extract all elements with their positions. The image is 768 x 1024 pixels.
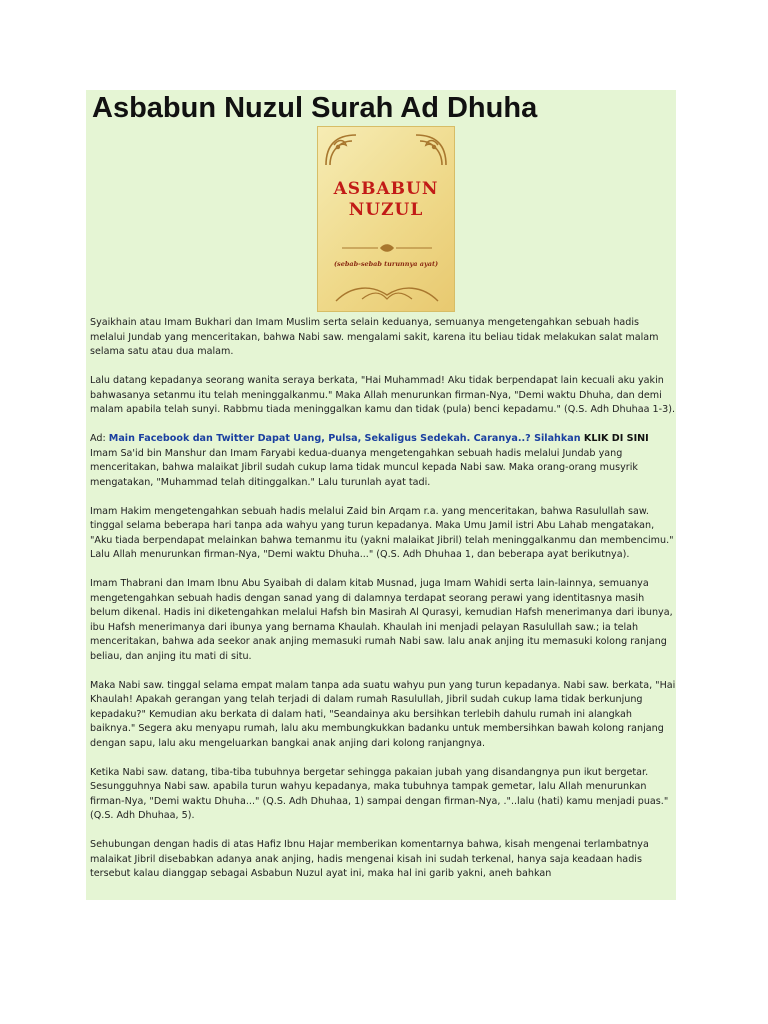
paragraph: Imam Sa'id bin Manshur dan Imam Faryabi kedua-duanya mengetengahkan sebuah hadis melalui Jundab yang menceritakan, bahwa malaikat Jibril sudah cukup lama tidak muncul kepada Nabi saw. Maka orang-orang musyrik mengatakan, "Muhammad telah ditinggalkan." Lalu turunlah ayat tadi. [90, 447, 638, 488]
paragraph: Maka Nabi saw. tinggal selama empat malam tanpa ada suatu wahyu pun yang turun kepadanya. Nabi saw. berkata, "Hai Khaulah! Apakah gerangan yang telah terjadi di dalam rumah Rasulullah, Jibril sudah cukup lama tidak berkunjung kepadaku?" Kemudian aku berkata di dalam hati, "Seandainya aku bersihkan terlebih dahulu rumah ini alangkah baiknya." Segera aku menyapu rumah, lalu aku membungkukkan badanku untuk membersihkan bawah kolong ranjang dengan sapu, lalu aku mengeluarkan bangkai anak anjing dari kolong ranjangnya. [90, 679, 676, 749]
cover-subtitle: (sebab-sebab turunnya ayat) [333, 260, 439, 268]
paragraph: Ketika Nabi saw. datang, tiba-tiba tubuhnya bergetar sehingga pakaian jubah yang disandangnya pun ikut bergetar. Sesungguhnya Nabi saw. apabila turun wahyu kepadanya, maka tubuhnya tampak gemetar, lalu Allah menurunkan firman-Nya, "Demi waktu Dhuha..." (Q.S. Adh Dhuhaa, 1) sampai dengan firman-Nya, ."..lalu (hati) kamu menjadi puas." (Q.S. Adh Dhuhaa, 5). [90, 766, 669, 821]
paragraph: Imam Thabrani dan Imam Ibnu Abu Syaibah di dalam kitab Musnad, juga Imam Wahidi serta lain-lainnya, semuanya mengetengahkan sebuah hadis dengan sanad yang di dalamnya terdapat seorang perawi yang identitasnya masih belum dikenal. Hadis ini diketengahkan melalui Hafsh bin Masirah Al Qurasyi, kemudian Hafsh menerimanya dari ibunya, ibu Hafsh menerimanya dari ibunya yang bernama Khaulah. Khaulah ini menjadi pelayan Rasulullah saw.; ia telah menceritakan, bahwa ada seekor anak anjing memasuki rumah Nabi saw. lalu anak anjing itu memasuki kolong ranjang beliau, dan anjing itu mati di situ. [90, 578, 673, 662]
ad-paragraph [90, 432, 676, 447]
ad-prefix: Ad: [90, 433, 109, 444]
book-cover-image [317, 126, 455, 312]
corner-ornament-icon [324, 133, 358, 167]
paragraph: Syaikhain atau Imam Bukhari dan Imam Muslim serta selain keduanya, semuanya mengetengahkan sebuah hadis melalui Jundab yang menceritakan, bahwa Nabi saw. mengalami sakit, karena itu beliau tidak melakukan salat malam selama satu atau dua malam. [90, 317, 659, 357]
paragraph: Sehubungan dengan hadis di atas Hafiz Ibnu Hajar memberikan komentarnya bahwa, kisah mengenai terlambatnya malaikat Jibril disebabkan adanya anak anjing, hadis mengenai kisah ini sudah terkenal, hanya saja keadaan hadis tersebut kalau dianggap sebagai Asbabun Nuzul ayat ini, maka hal ini garib yakni, aneh bahkan [90, 839, 649, 879]
document-page [86, 90, 676, 900]
corner-ornament-icon [414, 133, 448, 167]
ad-link[interactable]: Main Facebook dan Twitter Dapat Uang, Pulsa, Sekaligus Sedekah. Caranya..? Silahkan [108, 433, 581, 444]
paragraph: Lalu datang kepadanya seorang wanita seraya berkata, "Hai Muhammad! Aku tidak berpendapat lain kecuali aku yakin bahwasanya setanmu itu telah meninggalkanmu." Maka Allah menurunkan firman-Nya, "Demi waktu Dhuha, dan demi malam apabila telah sunyi. Rabbmu tiada meninggalkan kamu dan tidak (pula) benci kepadamu." (Q.S. Adh Dhuhaa 1-3). [90, 375, 675, 415]
page-title: Asbabun Nuzul Surah Ad Dhuha [92, 92, 538, 124]
ad-cta: KLIK DI SINI [580, 433, 649, 444]
divider-ornament-icon [342, 243, 432, 253]
bottom-ornament-icon [332, 281, 442, 305]
paragraph: Imam Hakim mengetengahkan sebuah hadis melalui Zaid bin Arqam r.a. yang menceritakan, bahwa Rasulullah saw. tinggal selama beberapa hari tanpa ada wahyu yang turun kepadanya. Maka Umu Jamil istri Abu Lahab mengatakan, "Aku tiada berpendapat melainkan bahwa temanmu itu (yakni malaikat Jibril) telah meninggalkanmu dan membencimu." Lalu Allah menurunkan firman-Nya, "Demi waktu Dhuha..." (Q.S. Adh Dhuhaa 1, dan beberapa ayat berikutnya). [90, 505, 674, 560]
article-body [90, 316, 676, 896]
cover-title: ASBABUN NUZUL [333, 179, 439, 220]
